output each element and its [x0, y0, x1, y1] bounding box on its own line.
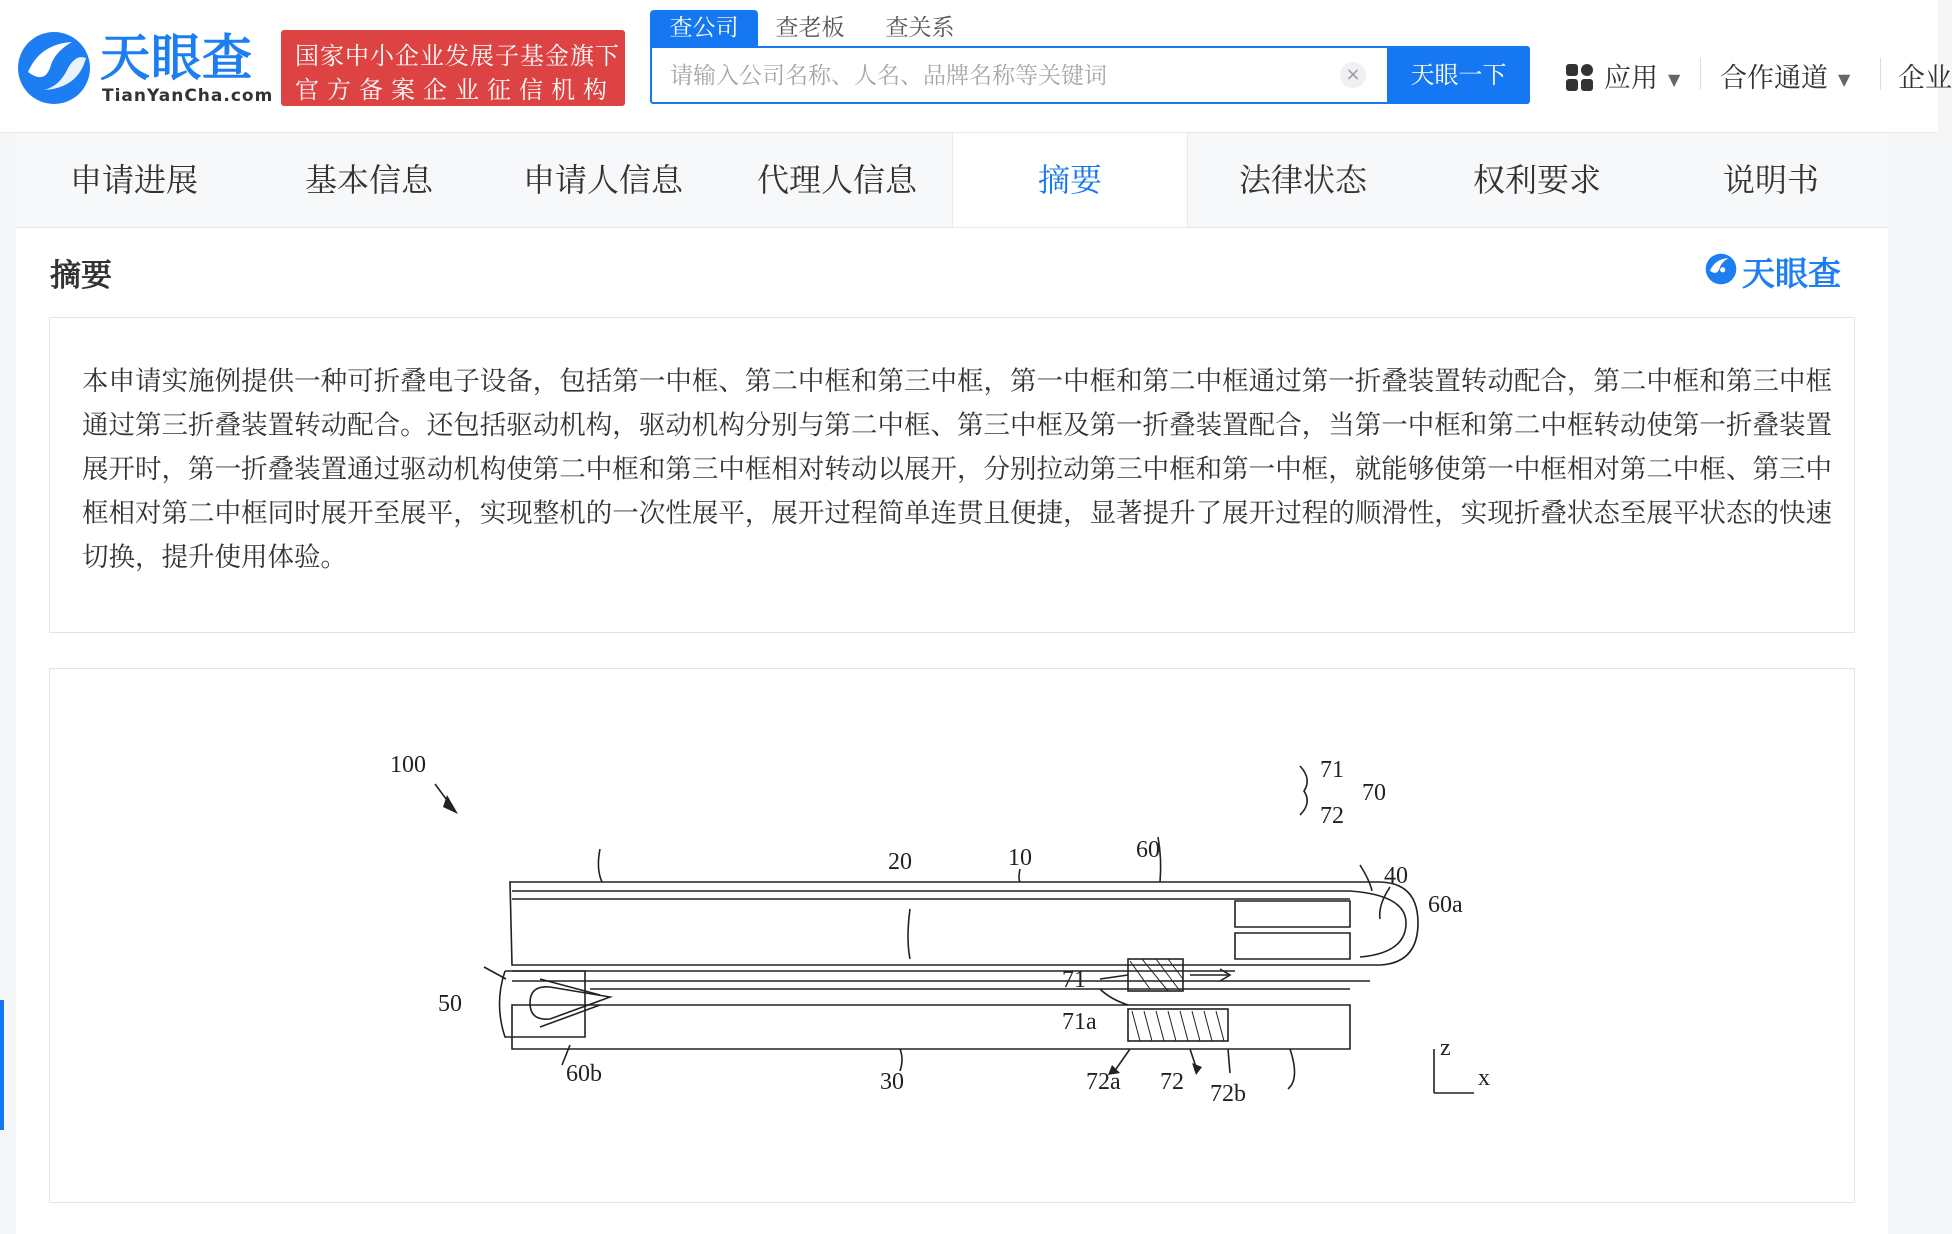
figure-label: 100 [390, 752, 426, 778]
figure-label: 40 [1384, 863, 1408, 889]
nav-apps[interactable] [1604, 56, 1680, 95]
search-tab-boss[interactable]: 查老板 [775, 15, 845, 41]
figure-label: 60a [1428, 892, 1463, 918]
logo-chinese-text: 天眼查 [100, 29, 253, 87]
top-header [0, 0, 1952, 133]
badge-line-1: 国家中小企业发展子基金旗下 [295, 42, 620, 70]
tianyancha-watermark [1704, 248, 1854, 292]
chevron-down-icon: ▼ [1668, 70, 1681, 89]
search-tab-company[interactable]: 查公司 [650, 10, 758, 46]
figure-label: 72 [1320, 803, 1344, 829]
figure-label: 72 [1160, 1069, 1184, 1095]
figure-label: 50 [438, 991, 462, 1017]
figure-label: 60b [566, 1061, 602, 1087]
watermark-text: 天眼查 [1742, 254, 1841, 293]
logo-english-text: TianYanCha.com [102, 86, 274, 106]
tab-basic-info[interactable]: 基本信息 [304, 161, 433, 199]
section-title: 摘要 [50, 258, 112, 294]
tab-applicant-info[interactable]: 申请人信息 [522, 161, 683, 199]
figure-label: 60 [1136, 837, 1160, 863]
abstract-box [49, 317, 1855, 633]
tab-progress[interactable]: 申请进展 [69, 161, 198, 199]
figure-label: x [1478, 1065, 1490, 1091]
search-button[interactable]: 天眼一下 [1387, 46, 1530, 104]
tianyancha-logo-icon [14, 28, 94, 108]
patent-tabs [16, 133, 1888, 228]
official-badge[interactable] [281, 30, 625, 106]
figure-label: 20 [888, 849, 912, 875]
nav-enterprise-label: 企业 [1898, 63, 1952, 94]
search-tab-relation[interactable]: 查关系 [885, 15, 955, 41]
patent-drawing [50, 669, 1856, 1204]
abstract-text: 本申请实施例提供一种可折叠电子设备，包括第一中框、第二中框和第三中框，第一中框和第二中框通过第一折叠装置转动配合，第二中框和第三中框通过第三折叠装置转动配合。还包括驱动机构，驱动机构分别与第二中框、第三中框及第一折叠装置配合，当第一中框和第二中框转动使第一折叠装置展开时，第一折叠装置通过驱动机构使第二中框和第三中框相对转动以展开，分别拉动第三中框和第一中框，就能够使第一中框相对第二中框、第三中框相对第二中框同时展开至展平，实现整机的一次性展平，展开过程简单连贯且便捷，显著提升了展开过程的顺滑性，实现折叠状态至展平状态的快速切换，提升使用体验。 [82, 366, 1832, 573]
tab-abstract[interactable]: 摘要 [952, 133, 1188, 227]
chevron-down-icon: ▼ [1838, 70, 1851, 89]
figure-label: 71a [1062, 1009, 1097, 1035]
figure-label: 70 [1362, 780, 1386, 806]
badge-line-2: 官方备案企业征信机构 [295, 76, 615, 104]
tab-description[interactable]: 说明书 [1722, 161, 1819, 199]
apps-grid-icon[interactable] [1566, 64, 1594, 92]
tab-legal-status[interactable]: 法律状态 [1238, 161, 1367, 199]
figure-label: 72a [1086, 1069, 1121, 1095]
tab-claims[interactable]: 权利要求 [1472, 161, 1601, 199]
figure-label: 30 [880, 1069, 904, 1095]
figure-label: 10 [1008, 845, 1032, 871]
tianyancha-logo-icon [1704, 252, 1738, 286]
tab-agent-info[interactable]: 代理人信息 [756, 161, 917, 199]
figure-label: 71 [1062, 967, 1086, 993]
figure-label: z [1440, 1035, 1451, 1061]
clear-icon[interactable]: × [1340, 62, 1366, 88]
search-box [650, 46, 1528, 104]
abstract-panel [16, 228, 1888, 1234]
nav-divider [1700, 58, 1701, 90]
feedback-side-tab[interactable] [0, 1000, 4, 1130]
nav-divider [1880, 58, 1881, 90]
nav-apps-label: 应用 [1604, 63, 1658, 94]
nav-partner-label: 合作通道 [1720, 63, 1828, 94]
search-input[interactable] [668, 56, 1332, 96]
figure-label: 71 [1320, 757, 1344, 783]
patent-figure [49, 668, 1855, 1203]
site-logo[interactable] [14, 28, 272, 108]
nav-enterprise[interactable] [1898, 56, 1952, 95]
figure-label: 72b [1210, 1081, 1246, 1107]
nav-partner[interactable] [1720, 56, 1850, 95]
